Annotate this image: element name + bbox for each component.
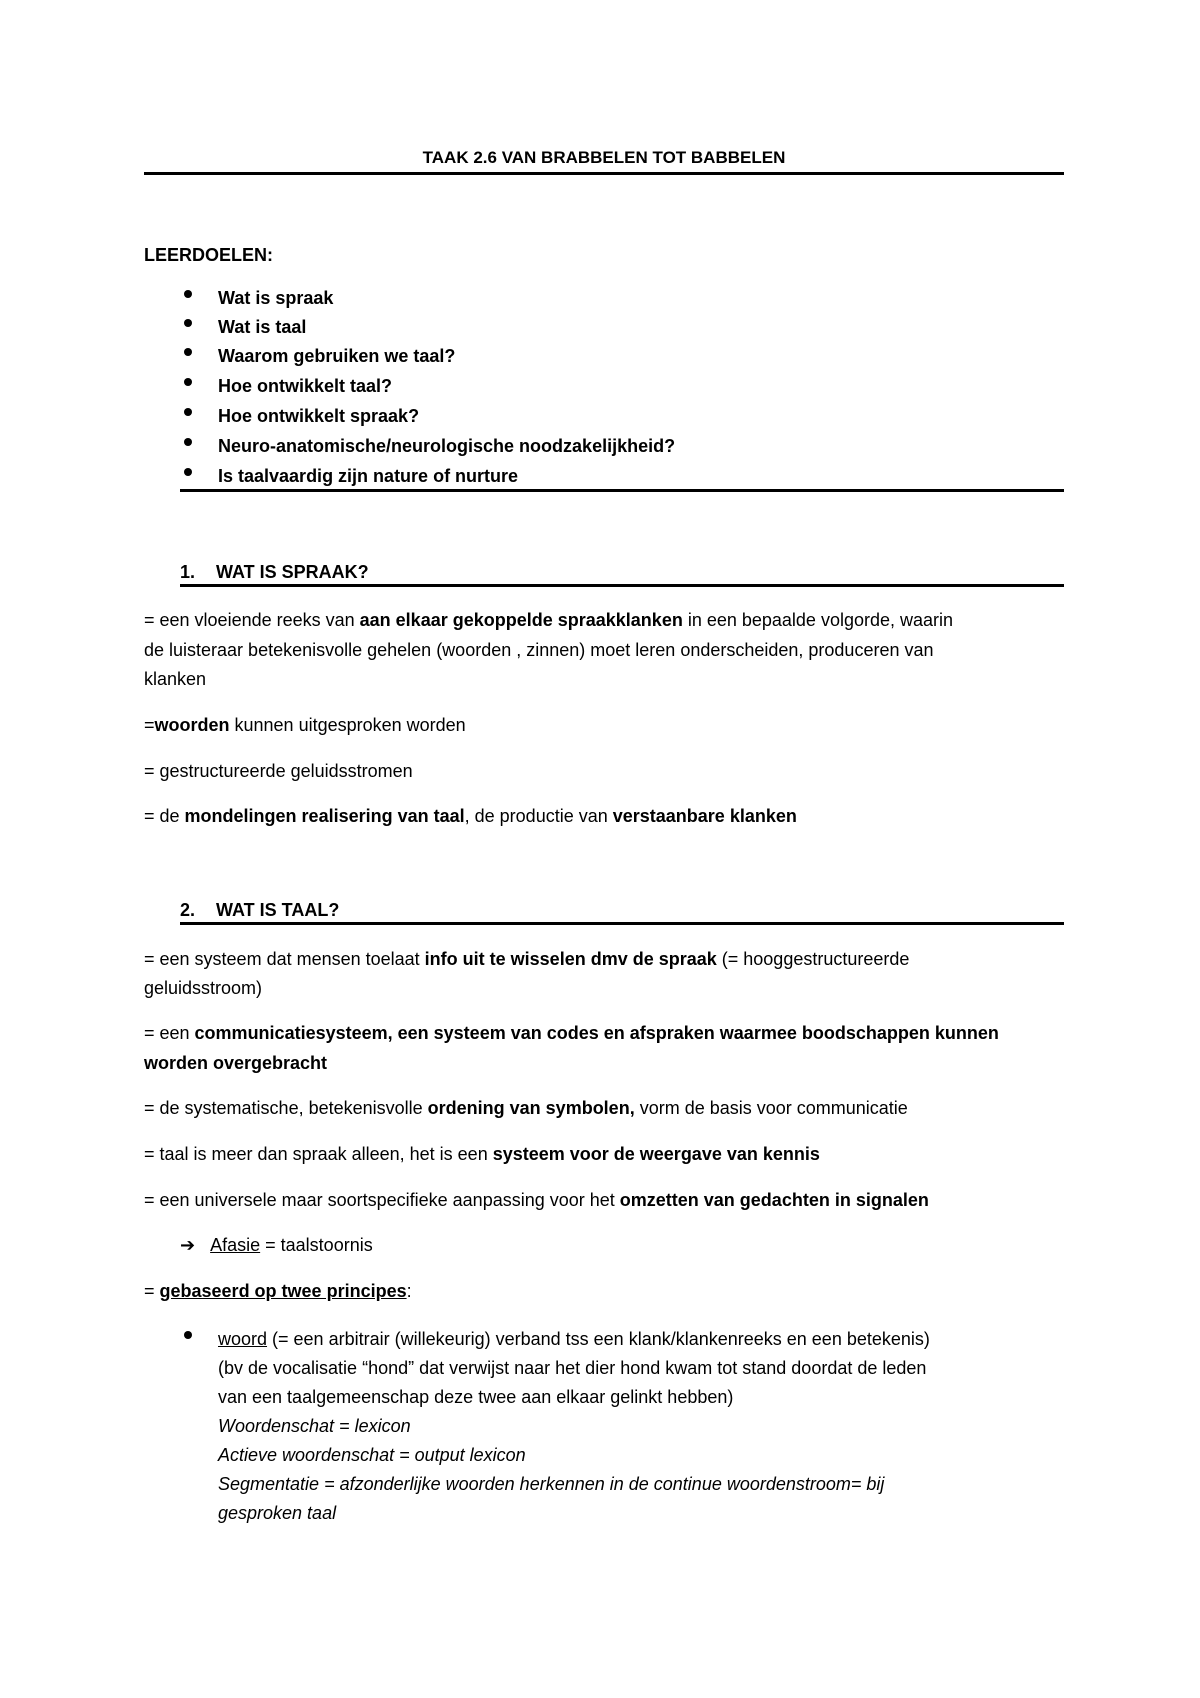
section-2-paragraph-2: = een communicatiesysteem, een systeem van codes en afspraken waarmee boodschappen kunnen	[144, 1023, 999, 1043]
bullet-icon	[184, 1331, 192, 1339]
principle-example-line-1: (bv de vocalisatie “hond” dat verwijst naar het dier hond kwam tot stand doordat de leden	[218, 1358, 927, 1378]
section-2-heading: 2. WAT IS TAAL?	[180, 900, 340, 920]
learning-goals-heading: LEERDOELEN:	[144, 245, 274, 265]
section-1-paragraph-4: = de mondelingen realisering van taal, de productie van verstaanbare klanken	[144, 806, 797, 826]
output-lexicon-definition: Actieve woordenschat = output lexicon	[218, 1445, 526, 1465]
bullet-icon	[184, 408, 192, 416]
goals-divider	[180, 489, 1064, 492]
section-1-paragraph-1-line-3: klanken	[144, 669, 207, 689]
principle-example-line-2: van een taalgemeenschap deze twee aan elkaar gelinkt hebben)	[218, 1387, 734, 1407]
bullet-icon	[184, 468, 192, 476]
principles-line: = gebaseerd op twee principes:	[144, 1281, 412, 1301]
segmentation-definition: Segmentatie = afzonderlijke woorden herkennen in de continue woordenstroom= bij	[218, 1474, 885, 1494]
segmentation-definition-line-2: gesproken taal	[218, 1503, 337, 1523]
list-item: Is taalvaardig zijn nature of nurture	[218, 466, 519, 486]
list-item: Waarom gebruiken we taal?	[218, 346, 456, 366]
section-2-paragraph-1-line-2: geluidsstroom)	[144, 978, 263, 998]
bullet-icon	[184, 378, 192, 386]
list-item: Wat is spraak	[218, 288, 334, 308]
section-1-divider	[180, 584, 1064, 587]
afasie-line: ➔ Afasie = taalstoornis	[180, 1235, 373, 1255]
arrow-right-icon: ➔	[180, 1235, 196, 1255]
page-title: TAAK 2.6 VAN BRABBELEN TOT BABBELEN	[422, 148, 786, 167]
section-2-paragraph-2-line-2: worden overgebracht	[144, 1053, 328, 1073]
bullet-icon	[184, 348, 192, 356]
bullet-icon	[184, 290, 192, 298]
section-2-divider	[180, 922, 1064, 925]
bullet-icon	[184, 438, 192, 446]
section-2-paragraph-1: = een systeem dat mensen toelaat info uit te wisselen dmv de spraak (= hooggestructureerde	[144, 949, 910, 969]
section-1-paragraph-3: = gestructureerde geluidsstromen	[144, 761, 413, 781]
section-1-paragraph-1-line-2: de luisteraar betekenisvolle gehelen (woorden , zinnen) moet leren onderscheiden, produceren van	[144, 640, 934, 660]
list-item: Hoe ontwikkelt spraak?	[218, 406, 420, 426]
section-1-paragraph-2: =woorden kunnen uitgesproken worden	[144, 715, 466, 735]
list-item: Hoe ontwikkelt taal?	[218, 376, 393, 396]
title-divider	[144, 172, 1064, 175]
section-2-paragraph-3: = de systematische, betekenisvolle ordening van symbolen, vorm de basis voor communicatie	[144, 1098, 908, 1118]
lexicon-definition: Woordenschat = lexicon	[218, 1416, 411, 1436]
list-item: Neuro-anatomische/neurologische noodzakelijkheid?	[218, 436, 676, 456]
section-2-paragraph-4: = taal is meer dan spraak alleen, het is een systeem voor de weergave van kennis	[144, 1144, 820, 1164]
section-2-paragraph-5: = een universele maar soortspecifieke aanpassing voor het omzetten van gedachten in signalen	[144, 1190, 929, 1210]
section-1-heading: 1. WAT IS SPRAAK?	[180, 562, 369, 582]
principle-word: woord (= een arbitrair (willekeurig) verband tss een klank/klankenreeks en een betekenis)	[218, 1329, 930, 1349]
list-item: Wat is taal	[218, 317, 307, 337]
bullet-icon	[184, 319, 192, 327]
section-1-paragraph-1: = een vloeiende reeks van aan elkaar gekoppelde spraakklanken in een bepaalde volgorde, waarin	[144, 610, 954, 630]
